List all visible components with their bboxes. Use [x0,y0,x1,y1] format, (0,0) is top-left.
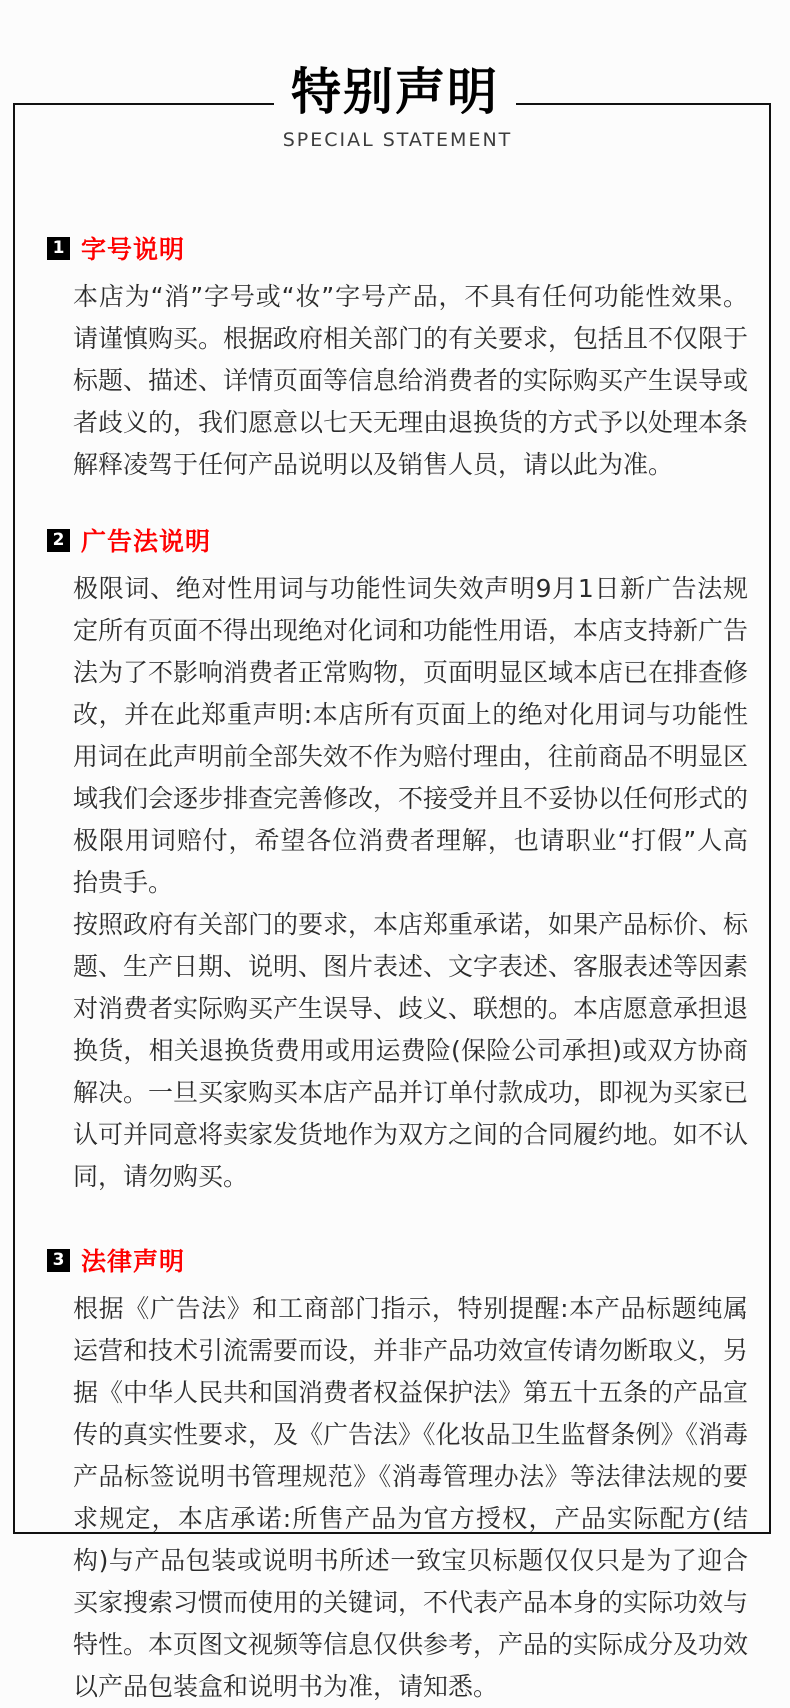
section-paragraph: 本店为“消”字号或“妆”字号产品，不具有任何功能性效果。请谨慎购买。根据政府相关部门的有关要求，包括且不仅限于标题、描述、详情页面等信息给消费者的实际购买产生误导或者歧义的，我们愿意以七天无理由退换货的方式予以处理本条解释凌驾于任何产品说明以及销售人员，请以此为准。 [73,282,749,479]
section-body [73,1288,748,1708]
section-paragraph: 按照政府有关部门的要求，本店郑重承诺，如果产品标价、标题、生产日期、说明、图片表述、文字表述、客服表述等因素对消费者实际购买产生误导、歧义、联想的。本店愿意承担退换货，相关退换货费用或用运费险(保险公司承担)或双方协商解决。一旦买家购买本店产品并订单付款成功，即视为买家已认可并同意将卖家发货地作为双方之间的合同履约地。如不认同，请勿购买。 [73,910,749,1191]
section-heading-row [47,230,748,266]
section-legal-statement [47,1242,748,1708]
section-number-badge: 3 [47,1249,70,1272]
section-number-badge: 2 [47,529,70,552]
page-title-wrap [0,63,790,121]
page-title: 特别声明 [274,66,516,118]
section-paragraph: 根据《广告法》和工商部门指示，特别提醒:本产品标题纯属运营和技术引流需要而设，并非产品功效宣传请勿断取义，另据《中华人民共和国消费者权益保护法》第五十五条的产品宣传的真实性要求，及《广告法》《化妆品卫生监督条例》《消毒产品标签说明书管理规范》《消毒管理办法》等法律法规的要求规定，本店承诺:所售产品为官方授权，产品实际配方(结构)与产品包装或说明书所述一致宝贝标题仅仅只是为了迎合买家搜索习惯而使用的关键词，不代表产品本身的实际功效与特性。本页图文视频等信息仅供参考，产品的实际成分及功效以产品包装盒和说明书为准，请知悉。 [73,1294,749,1701]
section-font-size-statement [47,230,748,486]
page-subtitle: SPECIAL STATEMENT [282,129,513,151]
section-heading-row [47,1242,748,1278]
section-heading: 法律声明 [81,1247,186,1276]
section-advertising-law-statement [47,522,748,1198]
section-number-badge: 1 [47,237,70,260]
section-heading: 字号说明 [81,235,186,264]
section-heading-row [47,522,748,558]
section-body [73,568,748,1198]
section-body [73,276,748,486]
section-heading: 广告法说明 [81,527,212,556]
section-paragraph: 极限词、绝对性用词与功能性词失效声明9月1日新广告法规定所有页面不得出现绝对化词和功能性用语，本店支持新广告法为了不影响消费者正常购物，页面明显区域本店已在排查修改，并在此郑重声明:本店所有页面上的绝对化用词与功能性用词在此声明前全部失效不作为赔付理由，往前商品不明显区域我们会逐步排查完善修改，不接受并且不妥协以任何形式的极限用词赔付，希望各位消费者理解，也请职业“打假”人高抬贵手。 [73,574,749,897]
statement-border-frame [13,103,771,1701]
